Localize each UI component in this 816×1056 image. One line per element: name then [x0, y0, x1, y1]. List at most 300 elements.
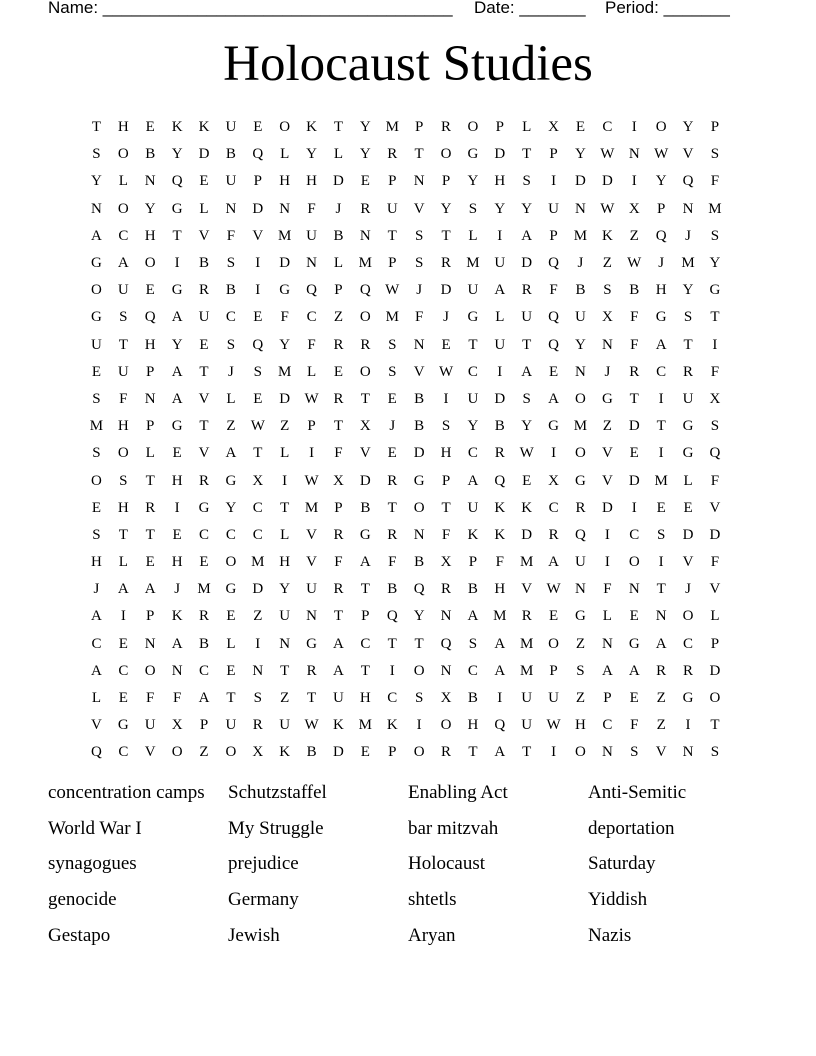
grid-letter[interactable]: R: [333, 581, 344, 598]
grid-letter[interactable]: U: [144, 717, 156, 734]
grid-letter[interactable]: Y: [359, 146, 371, 163]
grid-letter[interactable]: T: [145, 472, 155, 489]
grid-letter[interactable]: K: [386, 717, 398, 734]
grid-letter[interactable]: S: [710, 227, 720, 244]
grid-letter[interactable]: Q: [548, 255, 559, 272]
grid-letter[interactable]: V: [198, 227, 210, 244]
grid-letter[interactable]: E: [253, 119, 263, 136]
grid-letter[interactable]: S: [92, 390, 101, 407]
grid-letter[interactable]: Y: [413, 608, 425, 625]
grid-letter[interactable]: S: [414, 227, 424, 244]
grid-letter[interactable]: N: [413, 526, 425, 543]
grid-letter[interactable]: N: [306, 255, 317, 272]
grid-letter[interactable]: K: [171, 608, 183, 625]
grid-letter[interactable]: G: [682, 690, 694, 707]
grid-letter[interactable]: N: [144, 390, 156, 407]
grid-letter[interactable]: T: [522, 744, 532, 761]
grid-letter[interactable]: S: [468, 635, 478, 652]
grid-letter[interactable]: H: [494, 581, 506, 598]
grid-letter[interactable]: E: [253, 390, 263, 407]
grid-letter[interactable]: T: [172, 227, 182, 244]
grid-letter[interactable]: S: [576, 662, 585, 679]
grid-letter[interactable]: P: [388, 255, 397, 272]
grid-letter[interactable]: O: [91, 472, 102, 489]
grid-letter[interactable]: M: [493, 608, 507, 625]
grid-letter[interactable]: W: [250, 418, 265, 435]
grid-letter[interactable]: V: [682, 554, 694, 571]
grid-letter[interactable]: U: [306, 227, 317, 244]
grid-letter[interactable]: T: [91, 119, 102, 136]
grid-letter[interactable]: Y: [171, 336, 183, 353]
date-field[interactable]: Date: _______: [474, 0, 586, 17]
grid-letter[interactable]: E: [629, 690, 639, 707]
grid-letter[interactable]: B: [225, 146, 236, 163]
grid-letter[interactable]: H: [144, 336, 156, 353]
grid-letter[interactable]: N: [601, 336, 613, 353]
grid-letter[interactable]: U: [682, 390, 694, 407]
grid-letter[interactable]: C: [602, 119, 613, 136]
grid-letter[interactable]: G: [467, 146, 479, 163]
grid-letter[interactable]: U: [521, 717, 533, 734]
grid-letter[interactable]: J: [685, 581, 691, 598]
grid-letter[interactable]: Z: [575, 635, 586, 652]
grid-letter[interactable]: K: [601, 227, 613, 244]
grid-letter[interactable]: O: [628, 554, 640, 571]
grid-letter[interactable]: M: [573, 418, 588, 435]
grid-letter[interactable]: I: [255, 635, 261, 652]
grid-letter[interactable]: R: [145, 499, 156, 516]
grid-letter[interactable]: F: [414, 309, 424, 326]
grid-letter[interactable]: H: [171, 554, 183, 571]
grid-letter[interactable]: E: [522, 472, 532, 489]
grid-letter[interactable]: T: [333, 119, 344, 136]
grid-letter[interactable]: D: [333, 744, 344, 761]
grid-letter[interactable]: R: [683, 662, 694, 679]
grid-letter[interactable]: L: [91, 690, 102, 707]
grid-letter[interactable]: T: [118, 526, 128, 543]
grid-letter[interactable]: P: [495, 119, 504, 136]
grid-letter[interactable]: Z: [602, 418, 612, 435]
grid-letter[interactable]: E: [549, 608, 559, 625]
grid-letter[interactable]: E: [145, 119, 155, 136]
grid-letter[interactable]: S: [468, 200, 478, 217]
grid-letter[interactable]: G: [359, 526, 371, 543]
grid-letter[interactable]: Q: [494, 472, 506, 489]
grid-letter[interactable]: D: [279, 255, 291, 272]
grid-letter[interactable]: U: [521, 690, 533, 707]
grid-letter[interactable]: T: [414, 146, 424, 163]
grid-letter[interactable]: O: [440, 717, 452, 734]
grid-letter[interactable]: C: [225, 309, 236, 326]
grid-letter[interactable]: F: [630, 717, 639, 734]
grid-letter[interactable]: C: [252, 526, 263, 543]
grid-letter[interactable]: P: [441, 173, 451, 190]
grid-letter[interactable]: T: [710, 717, 720, 734]
grid-letter[interactable]: V: [252, 227, 264, 244]
grid-letter[interactable]: W: [304, 390, 319, 407]
grid-letter[interactable]: H: [575, 717, 586, 734]
grid-letter[interactable]: A: [548, 554, 559, 571]
grid-letter[interactable]: L: [333, 146, 344, 163]
grid-letter[interactable]: Q: [359, 282, 371, 299]
grid-letter[interactable]: B: [414, 554, 425, 571]
grid-letter[interactable]: L: [280, 526, 290, 543]
grid-letter[interactable]: O: [359, 309, 371, 326]
grid-letter[interactable]: R: [360, 200, 371, 217]
grid-letter[interactable]: U: [225, 173, 237, 190]
grid-letter[interactable]: T: [629, 390, 639, 407]
grid-letter[interactable]: S: [603, 282, 612, 299]
grid-letter[interactable]: R: [360, 336, 371, 353]
grid-letter[interactable]: F: [172, 690, 182, 707]
grid-letter[interactable]: E: [387, 390, 397, 407]
grid-letter[interactable]: C: [118, 227, 129, 244]
grid-letter[interactable]: X: [359, 418, 371, 435]
grid-letter[interactable]: T: [656, 581, 666, 598]
grid-letter[interactable]: M: [520, 662, 534, 679]
grid-letter[interactable]: B: [225, 282, 236, 299]
grid-letter[interactable]: F: [146, 690, 155, 707]
grid-letter[interactable]: G: [548, 418, 559, 435]
grid-letter[interactable]: T: [468, 336, 478, 353]
grid-letter[interactable]: I: [551, 173, 557, 190]
grid-letter[interactable]: E: [360, 173, 370, 190]
grid-letter[interactable]: T: [226, 690, 236, 707]
grid-letter[interactable]: D: [601, 173, 613, 190]
grid-letter[interactable]: R: [441, 744, 452, 761]
grid-letter[interactable]: A: [171, 363, 183, 380]
grid-letter[interactable]: P: [146, 363, 155, 380]
grid-letter[interactable]: I: [174, 255, 180, 272]
grid-letter[interactable]: C: [656, 363, 667, 380]
grid-letter[interactable]: Z: [629, 227, 639, 244]
grid-letter[interactable]: Z: [199, 744, 209, 761]
grid-letter[interactable]: R: [441, 581, 452, 598]
grid-letter[interactable]: F: [710, 472, 720, 489]
grid-letter[interactable]: Z: [575, 690, 586, 707]
grid-letter[interactable]: F: [549, 282, 558, 299]
grid-letter[interactable]: S: [92, 526, 101, 543]
grid-letter[interactable]: N: [306, 608, 317, 625]
grid-letter[interactable]: A: [117, 581, 129, 598]
grid-letter[interactable]: I: [604, 526, 610, 543]
grid-letter[interactable]: A: [171, 390, 183, 407]
grid-letter[interactable]: D: [198, 146, 210, 163]
grid-letter[interactable]: R: [441, 255, 452, 272]
grid-letter[interactable]: I: [443, 390, 449, 407]
grid-letter[interactable]: C: [252, 499, 263, 516]
grid-letter[interactable]: D: [494, 146, 506, 163]
grid-letter[interactable]: D: [494, 390, 506, 407]
grid-letter[interactable]: S: [92, 445, 101, 462]
grid-letter[interactable]: V: [198, 445, 210, 462]
grid-letter[interactable]: T: [360, 581, 370, 598]
grid-letter[interactable]: V: [601, 472, 613, 489]
grid-letter[interactable]: W: [654, 146, 669, 163]
grid-letter[interactable]: I: [120, 608, 126, 625]
grid-letter[interactable]: Y: [682, 119, 694, 136]
grid-letter[interactable]: J: [685, 227, 691, 244]
grid-letter[interactable]: U: [333, 690, 344, 707]
grid-letter[interactable]: N: [359, 227, 371, 244]
grid-letter[interactable]: H: [117, 418, 129, 435]
grid-letter[interactable]: F: [307, 200, 316, 217]
grid-letter[interactable]: S: [414, 690, 424, 707]
grid-letter[interactable]: Y: [279, 581, 291, 598]
grid-letter[interactable]: Q: [440, 635, 452, 652]
grid-letter[interactable]: D: [709, 662, 721, 679]
grid-letter[interactable]: I: [497, 690, 503, 707]
grid-letter[interactable]: A: [359, 554, 371, 571]
grid-letter[interactable]: V: [601, 445, 613, 462]
grid-letter[interactable]: V: [359, 445, 371, 462]
grid-letter[interactable]: G: [655, 309, 667, 326]
grid-letter[interactable]: I: [416, 717, 422, 734]
grid-letter[interactable]: E: [360, 744, 370, 761]
grid-letter[interactable]: N: [252, 662, 264, 679]
grid-letter[interactable]: B: [333, 227, 344, 244]
grid-letter[interactable]: N: [91, 200, 102, 217]
grid-letter[interactable]: O: [279, 119, 291, 136]
grid-letter[interactable]: G: [225, 472, 237, 489]
grid-letter[interactable]: W: [438, 363, 454, 380]
grid-letter[interactable]: B: [467, 690, 478, 707]
grid-letter[interactable]: N: [575, 200, 586, 217]
grid-letter[interactable]: V: [306, 526, 317, 543]
grid-letter[interactable]: H: [279, 554, 291, 571]
grid-letter[interactable]: F: [710, 173, 720, 190]
grid-letter[interactable]: X: [252, 472, 264, 489]
grid-letter[interactable]: X: [252, 744, 264, 761]
grid-letter[interactable]: O: [117, 146, 129, 163]
grid-letter[interactable]: E: [575, 119, 586, 136]
grid-letter[interactable]: Q: [575, 526, 586, 543]
grid-letter[interactable]: M: [358, 255, 373, 272]
grid-letter[interactable]: U: [225, 119, 237, 136]
grid-letter[interactable]: R: [629, 363, 640, 380]
grid-letter[interactable]: S: [226, 255, 236, 272]
grid-letter[interactable]: P: [334, 499, 343, 516]
grid-letter[interactable]: O: [548, 635, 559, 652]
grid-letter[interactable]: B: [387, 581, 398, 598]
grid-letter[interactable]: B: [360, 499, 371, 516]
period-field[interactable]: Period: _______: [605, 0, 730, 17]
grid-letter[interactable]: S: [522, 390, 531, 407]
grid-letter[interactable]: F: [603, 581, 612, 598]
grid-letter[interactable]: T: [387, 499, 397, 516]
grid-letter[interactable]: U: [494, 255, 506, 272]
grid-letter[interactable]: E: [199, 336, 209, 353]
grid-letter[interactable]: J: [227, 363, 234, 380]
grid-letter[interactable]: A: [494, 744, 506, 761]
grid-letter[interactable]: H: [171, 472, 183, 489]
grid-letter[interactable]: C: [548, 499, 559, 516]
grid-letter[interactable]: K: [333, 717, 344, 734]
grid-letter[interactable]: M: [466, 255, 480, 272]
grid-letter[interactable]: M: [385, 309, 399, 326]
grid-letter[interactable]: T: [522, 336, 532, 353]
grid-letter[interactable]: T: [468, 744, 478, 761]
grid-letter[interactable]: J: [604, 363, 611, 380]
grid-letter[interactable]: F: [710, 363, 720, 380]
grid-letter[interactable]: R: [548, 526, 559, 543]
grid-letter[interactable]: Y: [682, 282, 694, 299]
grid-letter[interactable]: M: [304, 499, 319, 516]
grid-letter[interactable]: O: [117, 445, 129, 462]
grid-letter[interactable]: O: [575, 390, 586, 407]
grid-letter[interactable]: O: [225, 744, 237, 761]
grid-letter[interactable]: A: [494, 662, 506, 679]
grid-letter[interactable]: T: [199, 363, 209, 380]
grid-letter[interactable]: S: [441, 418, 451, 435]
grid-letter[interactable]: D: [252, 581, 264, 598]
grid-letter[interactable]: U: [467, 390, 479, 407]
grid-letter[interactable]: W: [627, 255, 642, 272]
grid-letter[interactable]: L: [226, 635, 236, 652]
grid-letter[interactable]: Z: [602, 255, 612, 272]
grid-letter[interactable]: E: [253, 309, 263, 326]
grid-letter[interactable]: P: [441, 472, 451, 489]
grid-letter[interactable]: W: [519, 445, 534, 462]
grid-letter[interactable]: T: [253, 445, 263, 462]
grid-letter[interactable]: X: [548, 119, 559, 136]
grid-letter[interactable]: Y: [521, 418, 533, 435]
grid-letter[interactable]: P: [253, 173, 262, 190]
grid-letter[interactable]: L: [118, 173, 128, 190]
grid-letter[interactable]: G: [682, 445, 694, 462]
grid-letter[interactable]: B: [199, 635, 210, 652]
grid-letter[interactable]: Q: [548, 336, 559, 353]
grid-letter[interactable]: Q: [306, 282, 317, 299]
grid-letter[interactable]: Q: [709, 445, 721, 462]
grid-letter[interactable]: P: [710, 119, 720, 136]
grid-letter[interactable]: A: [628, 662, 640, 679]
grid-letter[interactable]: W: [600, 200, 615, 217]
grid-letter[interactable]: R: [387, 146, 398, 163]
grid-letter[interactable]: A: [494, 282, 506, 299]
grid-letter[interactable]: L: [683, 472, 693, 489]
grid-letter[interactable]: O: [144, 662, 156, 679]
grid-letter[interactable]: X: [171, 717, 183, 734]
grid-letter[interactable]: G: [628, 635, 640, 652]
grid-letter[interactable]: B: [414, 390, 425, 407]
grid-letter[interactable]: U: [279, 608, 291, 625]
grid-letter[interactable]: Y: [575, 336, 586, 353]
grid-letter[interactable]: P: [146, 418, 155, 435]
grid-letter[interactable]: D: [333, 173, 344, 190]
grid-letter[interactable]: U: [467, 499, 479, 516]
grid-letter[interactable]: R: [199, 472, 210, 489]
grid-letter[interactable]: U: [548, 200, 559, 217]
grid-letter[interactable]: S: [253, 363, 262, 380]
grid-letter[interactable]: U: [575, 309, 586, 326]
grid-letter[interactable]: U: [521, 309, 533, 326]
grid-letter[interactable]: U: [548, 690, 559, 707]
grid-letter[interactable]: U: [386, 200, 398, 217]
grid-letter[interactable]: T: [710, 309, 720, 326]
grid-letter[interactable]: D: [575, 173, 586, 190]
grid-letter[interactable]: O: [144, 255, 156, 272]
grid-letter[interactable]: U: [494, 336, 506, 353]
grid-letter[interactable]: S: [683, 309, 693, 326]
grid-letter[interactable]: V: [709, 581, 721, 598]
grid-letter[interactable]: O: [467, 119, 479, 136]
grid-letter[interactable]: R: [521, 608, 532, 625]
grid-letter[interactable]: F: [495, 554, 504, 571]
grid-letter[interactable]: K: [494, 499, 506, 516]
grid-letter[interactable]: N: [655, 608, 667, 625]
grid-letter[interactable]: X: [709, 390, 721, 407]
grid-letter[interactable]: X: [440, 690, 452, 707]
grid-letter[interactable]: I: [551, 744, 557, 761]
grid-letter[interactable]: S: [119, 309, 128, 326]
grid-letter[interactable]: P: [603, 690, 612, 707]
grid-letter[interactable]: E: [226, 608, 236, 625]
grid-letter[interactable]: C: [683, 635, 694, 652]
grid-letter[interactable]: E: [145, 554, 155, 571]
grid-letter[interactable]: T: [145, 526, 155, 543]
grid-letter[interactable]: K: [467, 526, 479, 543]
grid-letter[interactable]: C: [467, 363, 478, 380]
grid-letter[interactable]: L: [333, 255, 344, 272]
grid-letter[interactable]: Q: [494, 717, 506, 734]
grid-letter[interactable]: I: [604, 554, 610, 571]
grid-letter[interactable]: M: [654, 472, 668, 489]
grid-letter[interactable]: M: [681, 255, 695, 272]
grid-letter[interactable]: I: [497, 363, 503, 380]
grid-letter[interactable]: H: [655, 282, 667, 299]
grid-letter[interactable]: J: [658, 255, 665, 272]
grid-letter[interactable]: S: [92, 146, 101, 163]
grid-letter[interactable]: U: [117, 363, 129, 380]
grid-letter[interactable]: Y: [467, 418, 479, 435]
grid-letter[interactable]: G: [575, 472, 586, 489]
grid-letter[interactable]: L: [468, 227, 478, 244]
grid-letter[interactable]: F: [710, 554, 720, 571]
grid-letter[interactable]: F: [630, 309, 639, 326]
grid-letter[interactable]: I: [658, 445, 664, 462]
grid-letter[interactable]: Y: [521, 200, 533, 217]
grid-letter[interactable]: A: [225, 445, 237, 462]
grid-letter[interactable]: M: [197, 581, 211, 598]
grid-letter[interactable]: K: [171, 119, 183, 136]
grid-letter[interactable]: D: [521, 255, 533, 272]
grid-letter[interactable]: C: [91, 635, 102, 652]
grid-letter[interactable]: S: [226, 336, 236, 353]
grid-letter[interactable]: O: [413, 744, 425, 761]
grid-letter[interactable]: E: [387, 445, 397, 462]
grid-letter[interactable]: O: [225, 554, 237, 571]
grid-letter[interactable]: S: [710, 146, 720, 163]
grid-letter[interactable]: G: [682, 418, 694, 435]
grid-letter[interactable]: O: [413, 662, 425, 679]
grid-letter[interactable]: M: [278, 227, 292, 244]
grid-letter[interactable]: V: [655, 744, 667, 761]
grid-letter[interactable]: A: [171, 635, 183, 652]
grid-letter[interactable]: I: [685, 717, 691, 734]
grid-letter[interactable]: S: [522, 173, 531, 190]
grid-letter[interactable]: L: [118, 554, 128, 571]
grid-letter[interactable]: T: [441, 227, 451, 244]
grid-letter[interactable]: I: [282, 472, 288, 489]
grid-letter[interactable]: E: [145, 282, 155, 299]
grid-letter[interactable]: E: [118, 690, 128, 707]
grid-letter[interactable]: R: [656, 662, 667, 679]
grid-letter[interactable]: Q: [252, 336, 264, 353]
grid-letter[interactable]: I: [309, 445, 315, 462]
grid-letter[interactable]: M: [520, 554, 534, 571]
grid-letter[interactable]: R: [521, 282, 532, 299]
